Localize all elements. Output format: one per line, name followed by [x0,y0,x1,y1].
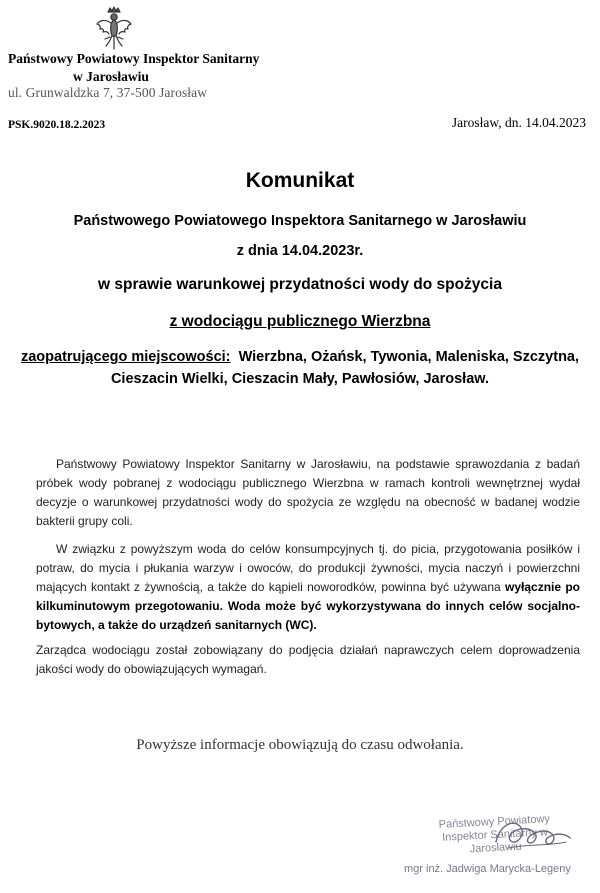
paragraph-decision-text: Państwowy Powiatowy Inspektor Sanitarny w Jarosławiu, na podstawie sprawozdania z badań próbek wody pobranej z wodociągu publicznego Wierzbna w ramach kontroli wewnętrznej wydał decyzje o warunkowej przydatności wody do spożycia ze względu na obecność w badanej wodzie bakterii grupy coli. [36,457,580,528]
issuer-name: Państwowy Powiatowy Inspektor Sanitarny [8,51,260,66]
document-subject: w sprawie warunkowej przydatności wody do spożycia [98,276,502,293]
signer-name: mgr inż. Jadwiga Marycka-Legeny [404,863,571,875]
document-heading: Komunikat [245,169,355,192]
handwritten-signature [488,812,578,858]
issuer-address: ul. Grunwaldzka 7, 37-500 Jarosław [8,85,208,100]
document-date-line: z dnia 14.04.2023r. [236,243,364,259]
stamp-office-text: Państwowy Powiatowy Inspektor Sanitarny w Jarosławiu [438,813,551,856]
paragraph-instructions [36,540,580,635]
paragraph-corrective-action [36,641,580,679]
localities-label: zaopatrującego miejscowości: [20,349,231,365]
water-source: z wodociągu publicznego Wierzbna [169,313,431,330]
document-subtitle: Państwowego Powiatowego Inspektora Sanitarnego w Jarosławiu [73,213,527,229]
issuer-location: w Jarosławiu [73,69,149,84]
localities-list: Wierzbna, Ożańsk, Tywonia, Maleniska, Szczytna, Cieszacin Wielki, Cieszacin Mały, Pawłosiów, Jarosław. [110,349,580,387]
localities [20,346,580,390]
paragraph-instructions-text: W związku z powyższym woda do celów konsumpcyjnych tj. do picia, przygotowania posiłków i potraw, do mycia i płukania warzyw i owoców, do produkcji żywności, mycia naczyń i powierzchni mających kontakt z żywnością, a także do kąpieli noworodków, powinna być używana [36,542,580,594]
paragraph-instructions-emphasis: wyłącznie po kilkuminutowym przegotowaniu. Woda może być wykorzystywana do innych celów socjalno-bytowych, a także do urządzeń sanitarnych (WC). [36,580,580,632]
paragraph-decision [36,455,580,531]
paragraph-corrective-action-text: Zarządca wodociągu został zobowiązany do podjęcia działań naprawczych celem doprowadzenia jakości wody do obowiązujących wymagań. [36,643,580,676]
eagle-emblem-icon [94,6,134,52]
case-number: PSK.9020.18.2.2023 [8,119,106,131]
validity-notice: Powyższe informacje obowiązują do czasu odwołania. [136,737,464,753]
place-date: Jarosław, dn. 14.04.2023 [451,115,586,130]
